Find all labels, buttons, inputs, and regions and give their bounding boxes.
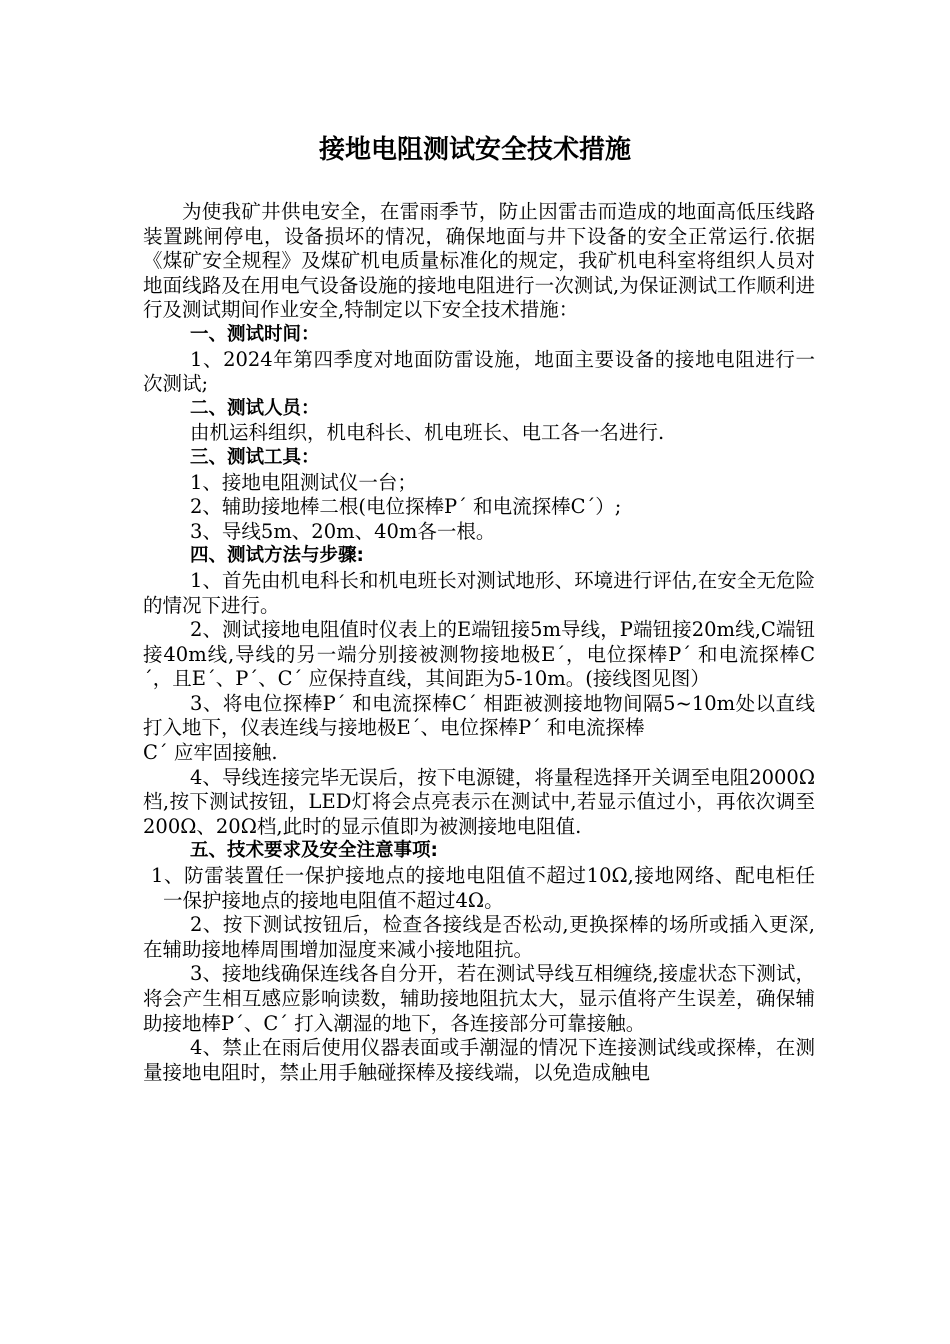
safety-paragraph-3: 3、接地线确保连线各自分开，若在测试导线互相缠绕,接虚状态下测试，将会产生相互感应影响读数，辅助接地阻抗太大，显示值将产生误差，确保辅助接地棒P´、C´ 打入潮湿的地下，各连接部分可靠接触。 <box>143 962 815 1035</box>
tools-paragraph-1: 1、接地电阻测试仪一台； <box>190 470 417 494</box>
safety-paragraph-2: 2、按下测试按钮后，检查各接线是否松动,更换探棒的场所或插入更深,在辅助接地棒周围增加湿度来减小接地阻抗。 <box>143 913 815 961</box>
method-paragraph-4: 4、导线连接完毕无误后，按下电源键，将量程选择开关调至电阻2000Ω档,按下测试按钮，LED灯将会点亮表示在测试中,若显示值过小，再依次调至200Ω、20Ω档,此时的显示值即为被测接地电阻值. <box>143 765 815 838</box>
section-heading-tools: 三、测试工具： <box>190 446 320 468</box>
document-body <box>143 200 815 1085</box>
method-paragraph-1: 1、首先由机电科长和机电班长对测试地形、环境进行评估,在安全无危险的情况下进行。 <box>143 568 815 617</box>
method-paragraph-3b: C´ 应牢固接触. <box>143 741 278 765</box>
tools-paragraph-3: 3、导线5m、20m、40m各一根。 <box>190 519 496 543</box>
safety-paragraph-1: 1、防雷装置任一保护接地点的接地电阻值不超过10Ω,接地网络、配电柜任一保护接地点的接地电阻值不超过4Ω。 <box>151 864 815 912</box>
method-paragraph-3a: 3、将电位探棒P´ 和电流探棒C´ 相距被测接地物间隔5~10m处以直线打入地下，仪表连线与接地极E´、电位探棒P´ 和电流探棒 <box>143 691 815 740</box>
tools-paragraph-2: 2、辅助接地棒二根(电位探棒P´ 和电流探棒C´）; <box>190 495 622 519</box>
section-heading-safety: 五、技术要求及安全注意事项: <box>190 840 438 862</box>
section-heading-time: 一、测试时间： <box>190 323 320 345</box>
section-heading-personnel: 二、测试人员： <box>190 397 320 419</box>
section-heading-method: 四、测试方法与步骤: <box>190 545 364 567</box>
document-title: 接地电阻测试安全技术措施 <box>318 135 631 165</box>
personnel-paragraph-1: 由机运科组织，机电科长、机电班长、电工各一名进行. <box>190 421 665 445</box>
time-paragraph-1: 1、2024年第四季度对地面防雷设施，地面主要设备的接地电阻进行一次测试; <box>143 347 815 396</box>
method-paragraph-2: 2、测试接地电阻值时仪表上的E端钮接5m导线，P端钮接20m线,C端钮接40m线,导线的另一端分别接被测物接地极E´，电位探棒P´ 和电流探棒C´，且E´、P´、C´ 应保持直线，其间距为5-10m。(接线图见图） <box>143 618 815 691</box>
intro-paragraph: 为使我矿井供电安全，在雷雨季节，防止因雷击而造成的地面高低压线路装置跳闸停电，设备损坏的情况，确保地面与井下设备的安全正常运行.依据《煤矿安全规程》及煤矿机电质量标准化的规定，我矿机电科室将组织人员对地面线路及在用电气设备设施的接地电阻进行一次测试,为保证测试工作顺利进行及测试期间作业安全,特制定以下安全技术措施： <box>143 200 815 322</box>
safety-paragraph-4: 4、禁止在雨后使用仪器表面或手潮湿的情况下连接测试线或探棒，在测量接地电阻时，禁止用手触碰探棒及接线端，以免造成触电 <box>143 1036 815 1084</box>
